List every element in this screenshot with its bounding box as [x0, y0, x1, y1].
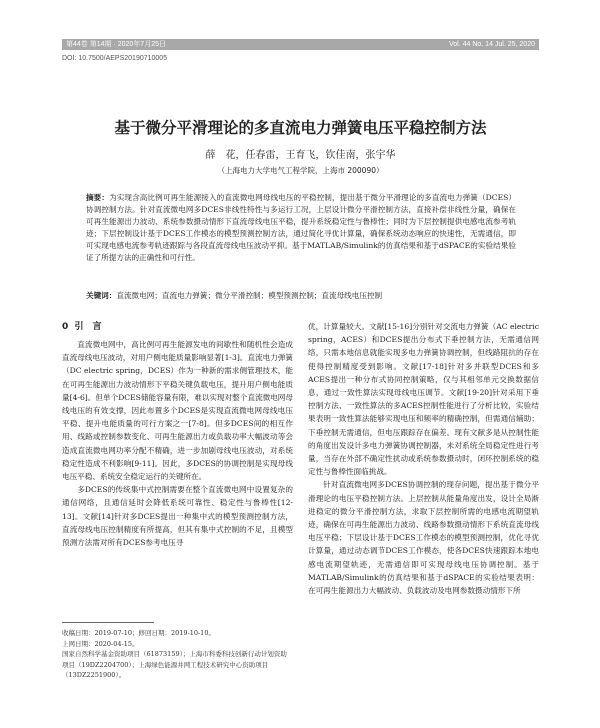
journal-header-bar: [62, 39, 539, 50]
keywords: [86, 290, 516, 302]
abstract-text: 为实现含高比例可再生能源接入的直流微电网母线电压的平稳控制，提出基于微分平滑理论的多直流电力弹簧（DCES）协调控制方法。针对直流微电网多DCES非线性特性与多运行工况，上层设计微分平滑控制方法，直接补偿非线性分量，确保在可再生能源出力波动、系统参数摄动情形下直流母线电压平稳，提升系统稳定性与鲁棒性；同时为下层控制提供电感电流参考轨迹；下层控制设计基于DCES工作模态的模型预测控制方法，通过简化寻优计算量，确保系统动态响应的快速性，无需通信，即可实现电感电流参考轨迹跟踪与各段直流母线电压波动平抑。基于MATLAB/Simulink的仿真结果和基于dSPACE的实验结果验证了所提方法的正确性和可行性。: [86, 193, 517, 262]
footnote-divider: [62, 622, 154, 623]
body-paragraph: 优，计算量较大。文献[15-16]分别针对交流电力弹簧（AC electric spring，ACES）和DCES提出分布式下垂控制方法，无需通信网络，只需本地信息就能实现多电力弹簧协调控制，但线路阻抗的存在使得控制精度受到影响。文献[17-18]针对多并联型DCES和多ACES提出一种分布式协同控制策略，仅与其相邻单元交换数据信息，通过一致性算法实现母线电压调节。文献[19-20]针对采用下垂控制方法、一致性算法的多ACES控制性能进行了分析比较，实验结果表明一致性算法能够实现电压和频率的精确控制，但需通信辅助；下垂控制无需通信，但电压跟踪存在偏差。现有文献多是从控制性能的角度出发设计多电力弹簧协调控制器，未对系统全局稳定性进行考量，当存在外部不确定性扰动或系统参数摄动时，闭环控制系统的稳定性与鲁棒性面临挑战。: [308, 322, 539, 477]
section-heading: [62, 320, 293, 334]
footnote-online-date: 上网日期：2020-04-15。: [62, 639, 139, 648]
journal-volume-issue: 第44卷 第14期 · 2020年7月25日: [66, 41, 166, 48]
left-column: [62, 320, 293, 549]
author-affiliation: （上海电力大学电气工程学院，上海市 200090）: [217, 166, 384, 175]
section-number: 0: [62, 322, 69, 332]
keywords-label: 关键词：: [86, 291, 117, 300]
body-paragraph: 直流微电网中，高比例可再生能源发电的间歇性和随机性会造成直流母线电压波动，对用户侧电能质量影响显著[1-3]。直流电力弹簧（DC electric spring，DCES）作为一种新的需求侧管理技术，能在可再生能源出力波动情形下平稳关键负载电压，提升用户侧电能质量[4-6]。但单个DCES储能容量有限，难以实现对整个直流微电网母线电压的有效支撑，因此布置多个DCES是实现直流微电网母线电压平稳、提升电能质量的可行方案之一[7-8]。但多DCES间的相互作用、线路或控制参数变化、可再生能源出力或负载功率大幅波动等会造成直流微电网功率分配不精确，进一步加剧母线电压波动，对系统稳定性造成不利影响[9-11]。因此，多DCES的协调控制是实现母线电压平稳、系统安全稳定运行的关键所在。: [62, 340, 293, 482]
doi-label: DOI: 10.7500/AEPS20190710005: [62, 55, 168, 62]
footnote-funding: 国家自然科学基金资助项目（61873159）；上海市科委科技创新行动计划资助项目（19DZ2204700）；上海绿色能源并网工程技术研究中心资助项目（13DZ2251900）。: [62, 650, 287, 679]
journal-volume-issue-english: Vol. 44 No. 14 Jul. 25, 2020: [448, 41, 535, 48]
keywords-text: 直流微电网；直流电力弹簧；微分平滑控制；模型预测控制；直流母线电压控制: [116, 291, 383, 300]
right-column: [308, 320, 539, 597]
abstract-label: 摘要：: [86, 193, 110, 202]
abstract: [86, 192, 516, 264]
paper-title: 基于微分平滑理论的多直流电力弹簧电压平稳控制方法: [114, 119, 487, 137]
footnotes: [62, 628, 293, 681]
body-paragraph: 多DCES的传统集中式控制需要在整个直流微电网中设置复杂的通信网络，且通信延时会降低系统可靠性、稳定性与鲁棒性[12-13]。文献[14]针对多DCES提出一种集中式的模型预测控制方法，直流母线电压控制精度有所提高，但其有集中式控制的不足，且模型预测方法需对所有DCES参考电压寻: [62, 485, 293, 548]
footnote-received-date: 收稿日期：2019-07-10；修回日期：2019-10-10。: [62, 629, 215, 637]
body-paragraph: 针对直流微电网多DCES协调控制的现存问题，提出基于微分平滑理论的电压平稳控制方法。上层控制从能量角度出发，设计全局渐进稳定的微分平滑控制方法，求取下层控制所需的电感电流期望轨迹，确保在可再生能源出力波动、线路参数摄动情形下系统直流母线电压平稳；下层设计基于DCES工作模态的模型预测控制，优化寻优计算量，通过动态调节DCES工作模态，使各DCES快速跟踪本地电感电流期望轨迹，无需通信即可实现母线电压协调控制。基于MATLAB/Simulink的仿真结果和基于dSPACE的实验结果表明：在可再生能源出力大幅波动、负载波动及电网参数摄动情形下所: [308, 480, 539, 596]
author-list: 薛 花，任春雷，王育飞，钦佳南，张宇华: [205, 150, 396, 161]
section-title: 引 言: [74, 322, 102, 332]
